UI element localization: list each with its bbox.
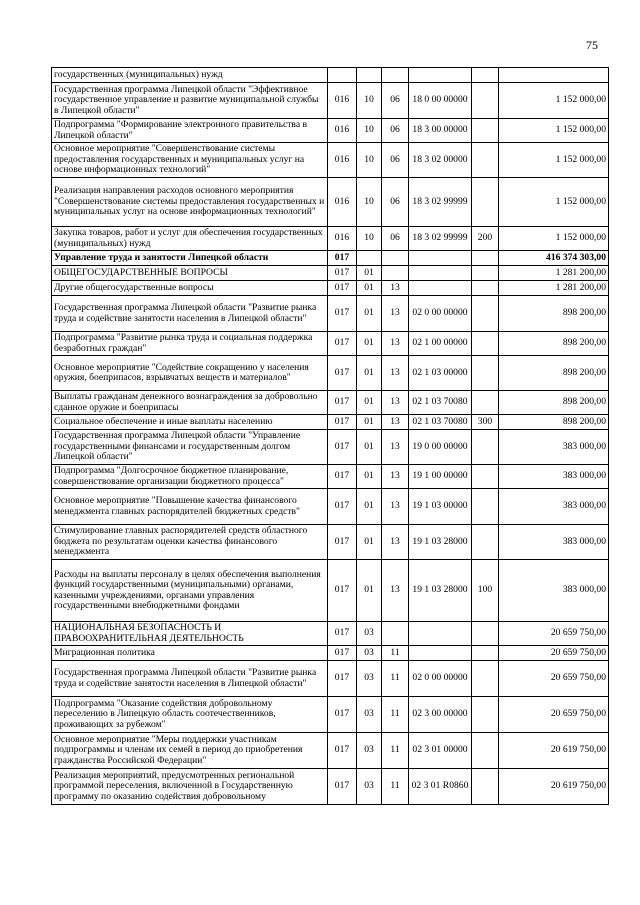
row-expense-type	[472, 733, 499, 769]
row-expense-type	[472, 697, 499, 733]
row-name: Закупка товаров, работ и услуг для обеспечения государственных (муниципальных) нужд	[52, 227, 328, 251]
row-target-article: 02 1 00 00000	[409, 332, 472, 356]
row-name: Другие общегосударственные вопросы	[52, 281, 328, 296]
row-grbs-code: 017	[328, 733, 357, 769]
row-grbs-code: 016	[328, 227, 357, 251]
row-name: Расходы на выплаты персоналу в целях обеспечения выполнения функций государственными (муниципальными) органами, казенными учреждениями, органами управления государственными внебюджетными фондами	[52, 560, 328, 622]
row-target-article: 02 3 00 00000	[409, 697, 472, 733]
row-section-code: 10	[357, 119, 382, 143]
row-grbs-code: 017	[328, 391, 357, 415]
table-row	[52, 251, 609, 266]
table-row	[52, 489, 609, 525]
row-section-code: 10	[357, 178, 382, 227]
row-section-code: 03	[357, 646, 382, 661]
row-expense-type	[472, 143, 499, 178]
row-target-article: 02 0 00 00000	[409, 296, 472, 332]
row-name: Реализация мероприятий, предусмотренных региональной программой переселения, включенной в Государственную программу по оказанию содействия добровольному	[52, 769, 328, 805]
row-expense-type	[472, 251, 499, 266]
row-target-article: 02 1 03 00000	[409, 356, 472, 391]
row-name: Подпрограмма "Оказание содействия добровольному переселению в Липецкую область соотечественников, проживающих за рубежом"	[52, 697, 328, 733]
row-grbs-code: 017	[328, 697, 357, 733]
row-amount: 20 619 750,00	[499, 769, 609, 805]
row-amount: 1 281 200,00	[499, 266, 609, 281]
row-amount: 383 000,00	[499, 430, 609, 465]
row-subsection-code: 11	[382, 646, 409, 661]
row-section-code: 01	[357, 332, 382, 356]
table-row	[52, 281, 609, 296]
row-expense-type: 100	[472, 560, 499, 622]
row-target-article: 19 1 03 28000	[409, 560, 472, 622]
row-expense-type	[472, 430, 499, 465]
row-target-article	[409, 622, 472, 646]
table-row	[52, 525, 609, 560]
row-name: Государственная программа Липецкой области "Управление государственными финансами и государственным долгом Липецкой области"	[52, 430, 328, 465]
row-section-code: 03	[357, 733, 382, 769]
row-target-article: 18 3 02 00000	[409, 143, 472, 178]
row-subsection-code: 13	[382, 356, 409, 391]
row-amount: 383 000,00	[499, 489, 609, 525]
row-name: Основное мероприятие "Совершенствование системы предоставления государственных и муниципальных услуг на основе информационных технологий"	[52, 143, 328, 178]
row-subsection-code	[382, 68, 409, 83]
row-amount: 1 281 200,00	[499, 281, 609, 296]
table-row	[52, 560, 609, 622]
row-subsection-code: 13	[382, 430, 409, 465]
row-section-code: 01	[357, 266, 382, 281]
table-row	[52, 430, 609, 465]
row-target-article: 18 3 00 00000	[409, 119, 472, 143]
row-section-code	[357, 251, 382, 266]
row-target-article: 19 1 00 00000	[409, 465, 472, 489]
table-row	[52, 465, 609, 489]
row-target-article: 02 1 03 70080	[409, 415, 472, 430]
row-section-code: 03	[357, 661, 382, 697]
budget-table-body	[52, 68, 609, 805]
row-subsection-code: 13	[382, 560, 409, 622]
row-subsection-code: 06	[382, 119, 409, 143]
row-expense-type	[472, 661, 499, 697]
row-subsection-code: 13	[382, 465, 409, 489]
row-expense-type	[472, 296, 499, 332]
row-expense-type	[472, 489, 499, 525]
row-grbs-code: 017	[328, 525, 357, 560]
row-expense-type	[472, 332, 499, 356]
row-grbs-code: 017	[328, 430, 357, 465]
table-row	[52, 178, 609, 227]
row-subsection-code: 13	[382, 415, 409, 430]
row-name: ОБЩЕГОСУДАРСТВЕННЫЕ ВОПРОСЫ	[52, 266, 328, 281]
row-name: Стимулирование главных распорядителей средств областного бюджета по результатам оценки качества финансового менеджмента	[52, 525, 328, 560]
row-name: Государственная программа Липецкой области "Эффективное государственное управление и развитие муниципальной службы в Липецкой области"	[52, 83, 328, 119]
row-target-article	[409, 266, 472, 281]
row-section-code: 01	[357, 296, 382, 332]
row-amount: 20 659 750,00	[499, 622, 609, 646]
row-section-code: 01	[357, 560, 382, 622]
row-section-code: 01	[357, 430, 382, 465]
table-row	[52, 391, 609, 415]
row-name: Основное мероприятие "Повышение качества финансового менеджмента главных распорядителей бюджетных средств"	[52, 489, 328, 525]
row-expense-type	[472, 622, 499, 646]
row-expense-type	[472, 465, 499, 489]
row-section-code: 10	[357, 83, 382, 119]
row-subsection-code: 13	[382, 332, 409, 356]
row-amount: 898 200,00	[499, 356, 609, 391]
row-target-article: 19 0 00 00000	[409, 430, 472, 465]
table-row	[52, 622, 609, 646]
row-section-code: 01	[357, 465, 382, 489]
row-section-code: 03	[357, 769, 382, 805]
row-target-article	[409, 646, 472, 661]
row-expense-type: 300	[472, 415, 499, 430]
row-section-code: 01	[357, 281, 382, 296]
table-row	[52, 143, 609, 178]
row-amount: 898 200,00	[499, 391, 609, 415]
row-expense-type	[472, 266, 499, 281]
row-grbs-code: 017	[328, 560, 357, 622]
row-amount: 20 619 750,00	[499, 733, 609, 769]
row-target-article: 02 3 01 R0860	[409, 769, 472, 805]
row-expense-type	[472, 119, 499, 143]
row-grbs-code: 017	[328, 281, 357, 296]
row-name: Реализация направления расходов основного мероприятия "Совершенствование системы предоставления государственных и муниципальных услуг на основе информационных технологий"	[52, 178, 328, 227]
row-amount: 416 374 303,00	[499, 251, 609, 266]
row-amount: 898 200,00	[499, 296, 609, 332]
row-amount: 898 200,00	[499, 415, 609, 430]
row-amount	[499, 68, 609, 83]
row-grbs-code: 016	[328, 83, 357, 119]
row-section-code: 10	[357, 227, 382, 251]
row-name: Подпрограмма "Формирование электронного правительства в Липецкой области"	[52, 119, 328, 143]
row-expense-type	[472, 769, 499, 805]
row-section-code: 01	[357, 489, 382, 525]
table-row	[52, 68, 609, 83]
table-row	[52, 661, 609, 697]
row-amount: 383 000,00	[499, 560, 609, 622]
row-expense-type: 200	[472, 227, 499, 251]
row-subsection-code: 13	[382, 391, 409, 415]
row-grbs-code: 017	[328, 415, 357, 430]
row-name: Социальное обеспечение и иные выплаты населению	[52, 415, 328, 430]
row-name: Миграционная политика	[52, 646, 328, 661]
row-subsection-code: 11	[382, 697, 409, 733]
row-name: НАЦИОНАЛЬНАЯ БЕЗОПАСНОСТЬ И ПРАВООХРАНИТЕЛЬНАЯ ДЕЯТЕЛЬНОСТЬ	[52, 622, 328, 646]
row-section-code: 03	[357, 697, 382, 733]
row-expense-type	[472, 391, 499, 415]
row-grbs-code: 016	[328, 119, 357, 143]
row-target-article	[409, 281, 472, 296]
row-section-code	[357, 68, 382, 83]
row-subsection-code	[382, 622, 409, 646]
row-amount: 1 152 000,00	[499, 119, 609, 143]
table-row	[52, 733, 609, 769]
table-row	[52, 227, 609, 251]
row-amount: 20 659 750,00	[499, 697, 609, 733]
row-subsection-code	[382, 266, 409, 281]
row-section-code: 10	[357, 143, 382, 178]
row-grbs-code: 017	[328, 489, 357, 525]
row-subsection-code: 06	[382, 178, 409, 227]
budget-table	[51, 67, 609, 805]
row-grbs-code: 017	[328, 251, 357, 266]
row-grbs-code	[328, 68, 357, 83]
row-grbs-code: 017	[328, 266, 357, 281]
row-amount: 383 000,00	[499, 465, 609, 489]
row-target-article: 02 0 00 00000	[409, 661, 472, 697]
row-grbs-code: 017	[328, 661, 357, 697]
row-amount: 1 152 000,00	[499, 83, 609, 119]
row-expense-type	[472, 525, 499, 560]
row-subsection-code: 06	[382, 143, 409, 178]
row-name: Выплаты гражданам денежного вознаграждения за добровольно сданное оружие и боеприпасы	[52, 391, 328, 415]
table-row	[52, 697, 609, 733]
row-section-code: 01	[357, 391, 382, 415]
row-target-article: 02 1 03 70080	[409, 391, 472, 415]
table-row	[52, 119, 609, 143]
row-expense-type	[472, 281, 499, 296]
row-target-article: 19 1 03 00000	[409, 489, 472, 525]
table-row	[52, 266, 609, 281]
row-subsection-code: 06	[382, 83, 409, 119]
row-target-article: 18 3 02 99999	[409, 178, 472, 227]
row-name: Основное мероприятие "Содействие сокращению у населения оружия, боеприпасов, взрывчатых веществ и материалов"	[52, 356, 328, 391]
row-subsection-code: 13	[382, 525, 409, 560]
row-grbs-code: 017	[328, 356, 357, 391]
row-grbs-code: 017	[328, 332, 357, 356]
row-target-article: 02 3 01 00000	[409, 733, 472, 769]
row-subsection-code: 11	[382, 769, 409, 805]
row-amount: 20 659 750,00	[499, 661, 609, 697]
row-expense-type	[472, 68, 499, 83]
row-name: Государственная программа Липецкой области "Развитие рынка труда и содействие занятости населения в Липецкой области"	[52, 296, 328, 332]
row-grbs-code: 016	[328, 178, 357, 227]
table-row	[52, 356, 609, 391]
row-amount: 383 000,00	[499, 525, 609, 560]
row-section-code: 01	[357, 525, 382, 560]
row-amount: 1 152 000,00	[499, 143, 609, 178]
row-grbs-code: 017	[328, 465, 357, 489]
row-expense-type	[472, 646, 499, 661]
row-amount: 1 152 000,00	[499, 227, 609, 251]
row-subsection-code: 11	[382, 661, 409, 697]
page-number: 75	[586, 38, 598, 52]
row-grbs-code: 016	[328, 143, 357, 178]
row-name: Основное мероприятие "Меры поддержки участникам подпрограммы и членам их семей в период до приобретения гражданства Российской Федерации"	[52, 733, 328, 769]
table-row	[52, 769, 609, 805]
row-subsection-code: 06	[382, 227, 409, 251]
row-target-article	[409, 251, 472, 266]
row-target-article	[409, 68, 472, 83]
row-expense-type	[472, 356, 499, 391]
row-subsection-code: 13	[382, 296, 409, 332]
row-grbs-code: 017	[328, 622, 357, 646]
row-section-code: 03	[357, 622, 382, 646]
table-row	[52, 415, 609, 430]
table-row	[52, 646, 609, 661]
row-expense-type	[472, 178, 499, 227]
row-grbs-code: 017	[328, 646, 357, 661]
row-subsection-code	[382, 251, 409, 266]
row-target-article: 18 3 02 99999	[409, 227, 472, 251]
row-target-article: 18 0 00 00000	[409, 83, 472, 119]
table-row	[52, 332, 609, 356]
row-name: Подпрограмма "Развитие рынка труда и социальная поддержка безработных граждан"	[52, 332, 328, 356]
table-row	[52, 83, 609, 119]
row-name: Государственная программа Липецкой области "Развитие рынка труда и содействие занятости населения в Липецкой области"	[52, 661, 328, 697]
row-amount: 20 659 750,00	[499, 646, 609, 661]
row-subsection-code: 11	[382, 733, 409, 769]
row-amount: 898 200,00	[499, 332, 609, 356]
row-section-code: 01	[357, 415, 382, 430]
row-amount: 1 152 000,00	[499, 178, 609, 227]
row-expense-type	[472, 83, 499, 119]
row-subsection-code: 13	[382, 281, 409, 296]
row-name: Подпрограмма "Долгосрочное бюджетное планирование, совершенствование организации бюджетного процесса"	[52, 465, 328, 489]
row-name: государственных (муниципальных) нужд	[52, 68, 328, 83]
row-subsection-code: 13	[382, 489, 409, 525]
row-grbs-code: 017	[328, 296, 357, 332]
row-target-article: 19 1 03 28000	[409, 525, 472, 560]
table-row	[52, 296, 609, 332]
row-name: Управление труда и занятости Липецкой области	[52, 251, 328, 266]
row-grbs-code: 017	[328, 769, 357, 805]
row-section-code: 01	[357, 356, 382, 391]
